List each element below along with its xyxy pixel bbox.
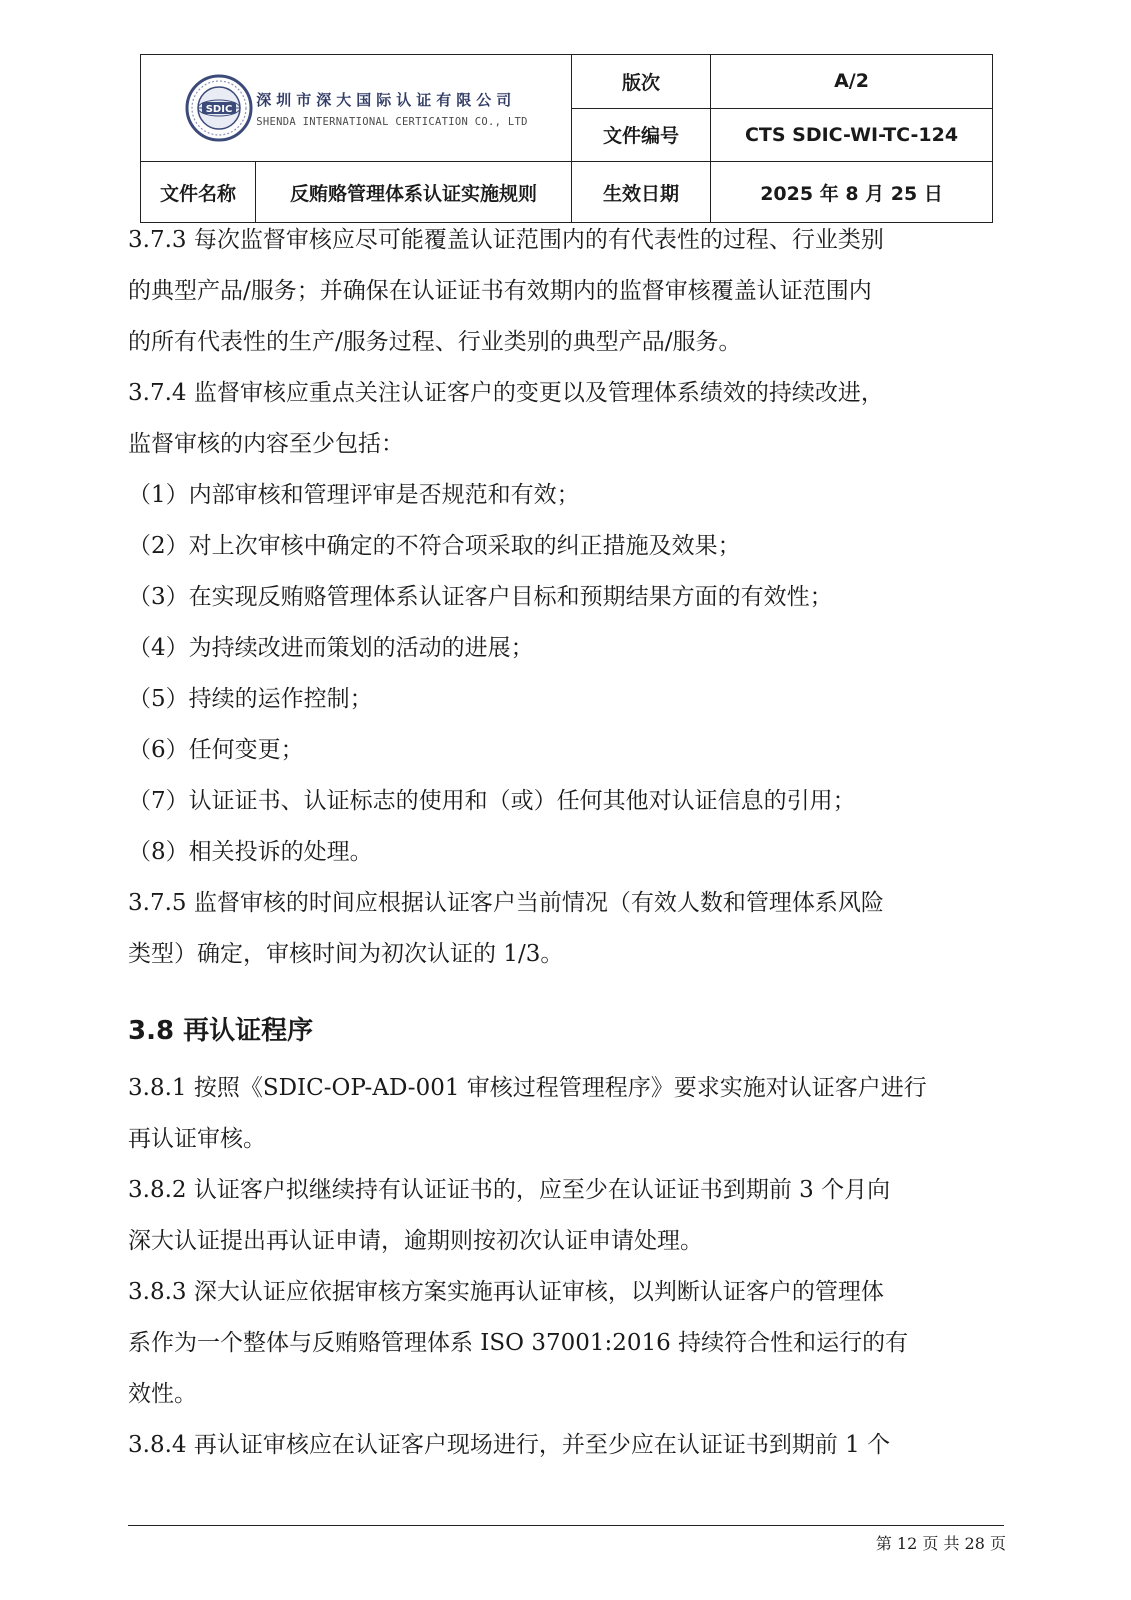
paragraph-line: 系作为一个整体与反贿赂管理体系 ISO 37001:2016 持续符合性和运行的有 xyxy=(128,1330,909,1356)
paragraph-line: 效性。 xyxy=(128,1381,197,1407)
paragraph-line: 类型）确定，审核时间为初次认证的 1/3。 xyxy=(128,941,564,967)
company-logo-icon xyxy=(184,73,254,143)
document-number-label: 文件编号 xyxy=(572,108,711,162)
paragraph-line: 3.7.3 每次监督审核应尽可能覆盖认证范围内的有代表性的过程、行业类别 xyxy=(128,227,884,253)
paragraph-line: 的所有代表性的生产/服务过程、行业类别的典型产品/服务。 xyxy=(128,329,742,355)
logo-text: SDIC xyxy=(205,104,233,115)
company-name-cn: 深圳市深大国际认证有限公司 xyxy=(256,90,517,109)
list-item: （8）相关投诉的处理。 xyxy=(128,839,373,865)
list-item: （4）为持续改进而策划的活动的进展； xyxy=(128,635,534,661)
effective-date-value: 2025 年 8 月 25 日 xyxy=(711,162,993,223)
paragraph-line: 3.7.5 监督审核的时间应根据认证客户当前情况（有效人数和管理体系风险 xyxy=(128,890,884,916)
list-item: （7）认证证书、认证标志的使用和（或）任何其他对认证信息的引用； xyxy=(128,788,856,814)
page-number: 第 12 页 共 28 页 xyxy=(875,1534,1006,1553)
list-item: （2）对上次审核中确定的不符合项采取的纠正措施及效果； xyxy=(128,533,741,559)
paragraph-line: 3.8.4 再认证审核应在认证客户现场进行，并至少应在认证证书到期前 1 个 xyxy=(128,1432,891,1458)
paragraph-line: 3.8.3 深大认证应依据审核方案实施再认证审核，以判断认证客户的管理体 xyxy=(128,1279,884,1305)
version-value: A/2 xyxy=(711,55,993,109)
list-item: （5）持续的运作控制； xyxy=(128,686,373,712)
company-logo-cell xyxy=(141,55,572,162)
paragraph-line: 3.8.2 认证客户拟继续持有认证证书的，应至少在认证证书到期前 3 个月向 xyxy=(128,1177,891,1203)
paragraph-line: 监督审核的内容至少包括： xyxy=(128,431,404,457)
paragraph-line: 的典型产品/服务；并确保在认证证书有效期内的监督审核覆盖认证范围内 xyxy=(128,278,872,304)
document-header-table xyxy=(140,54,993,223)
list-item: （3）在实现反贿赂管理体系认证客户目标和预期结果方面的有效性； xyxy=(128,584,833,610)
company-name-en: SHENDA INTERNATIONAL CERTICATION CO., LTD xyxy=(256,115,528,128)
paragraph-line: 3.7.4 监督审核应重点关注认证客户的变更以及管理体系绩效的持续改进， xyxy=(128,380,884,406)
effective-date-label: 生效日期 xyxy=(572,162,711,223)
section-heading: 3.8 再认证程序 xyxy=(128,1016,314,1046)
document-name-value: 反贿赂管理体系认证实施规则 xyxy=(256,162,572,223)
version-label: 版次 xyxy=(572,55,711,109)
paragraph-line: 3.8.1 按照《SDIC-OP-AD-001 审核过程管理程序》要求实施对认证客户进行 xyxy=(128,1075,927,1101)
paragraph-line: 再认证审核。 xyxy=(128,1126,266,1152)
list-item: （1）内部审核和管理评审是否规范和有效； xyxy=(128,482,580,508)
document-name-label: 文件名称 xyxy=(141,162,256,223)
footer-divider xyxy=(128,1525,1004,1526)
paragraph-line: 深大认证提出再认证申请，逾期则按初次认证申请处理。 xyxy=(128,1228,703,1254)
document-number-value: CTS SDIC-WI-TC-124 xyxy=(711,108,993,162)
list-item: （6）任何变更； xyxy=(128,737,304,763)
